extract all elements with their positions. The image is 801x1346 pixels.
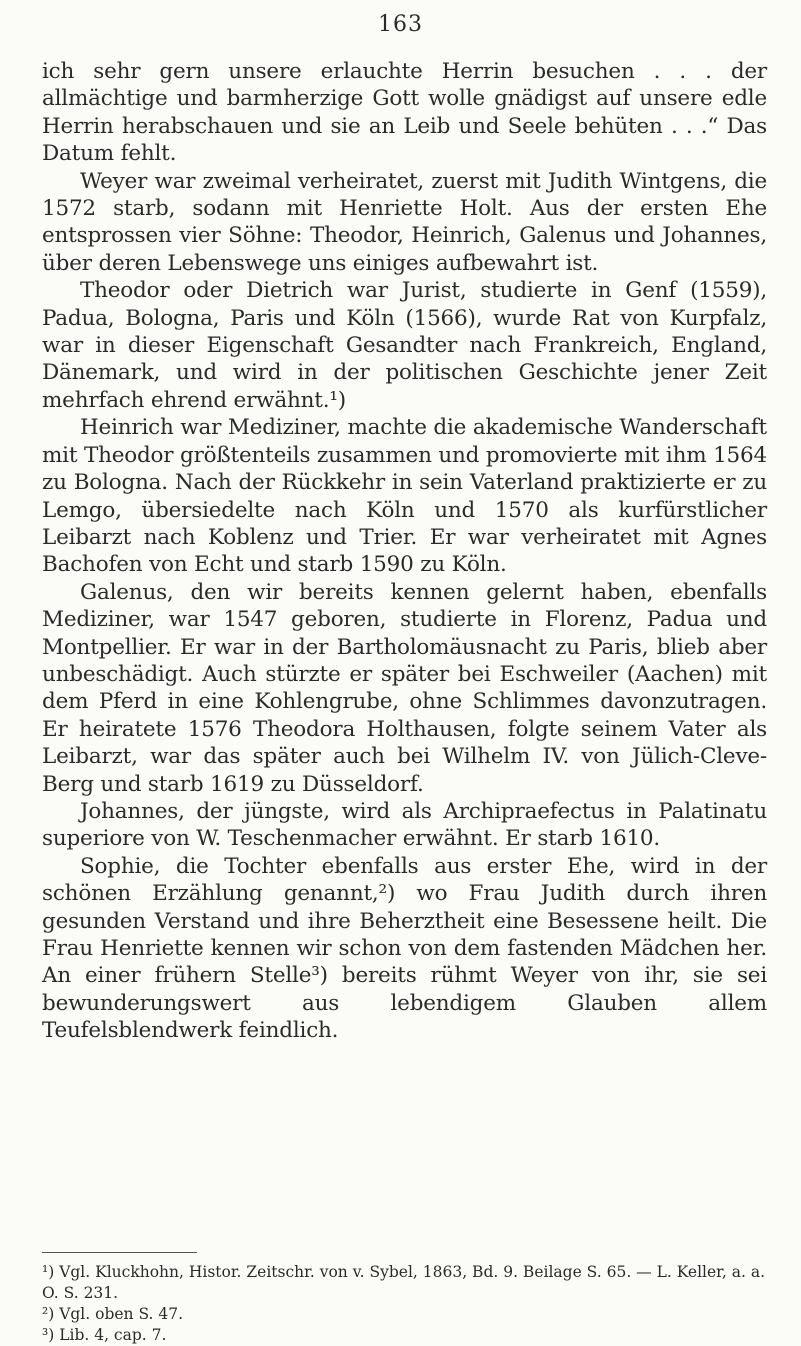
paragraph: Weyer war zweimal verheiratet, zuerst mit Judith Wintgens, die 1572 starb, sodann mit Henriette Holt. Aus der ersten Ehe entsprossen vier Söhne: Theodor, Heinrich, Galenus und Johannes, über deren Lebenswege uns einiges aufbewahrt ist. — [42, 168, 767, 276]
body-text — [42, 58, 767, 1045]
footnote: ²) Vgl. oben S. 47. — [42, 1305, 184, 1323]
footnote: ¹) Vgl. Kluckhohn, Histor. Zeitschr. von v. Sybel, 1863, Bd. 9. Beilage S. 65. — L. Keller, a. a. O. S. 231. — [42, 1263, 765, 1302]
paragraph: Sophie, die Tochter ebenfalls aus erster Ehe, wird in der schönen Erzählung genannt,²) wo Frau Judith durch ihren gesunden Verstand und ihre Beherztheit eine Besessene heilt. Die Frau Henriette kennen wir schon von dem fastenden Mädchen her. An einer frühern Stelle³) bereits rühmt Weyer von ihr, sie sei bewunderungswert aus lebendigem Glauben allem Teufelsblendwerk feindlich. — [42, 853, 767, 1044]
paragraph: Galenus, den wir bereits kennen gelernt haben, ebenfalls Mediziner, war 1547 geboren, studierte in Florenz, Padua und Montpellier. Er war in der Bartholomäusnacht zu Paris, blieb aber unbeschädigt. Auch stürzte er später bei Eschweiler (Aachen) mit dem Pferd in eine Kohlengrube, ohne Schlimmes davonzutragen. Er heiratete 1576 Theodora Holthausen, folgte seinem Vater als Leibarzt, war das später auch bei Wilhelm IV. von Jülich-Cleve-Berg und starb 1619 zu Düsseldorf. — [42, 579, 767, 797]
footnote-divider — [42, 1252, 197, 1253]
page-number: 163 — [378, 12, 423, 37]
footnotes — [42, 1262, 767, 1346]
footnote: ³) Lib. 4, cap. 7. — [42, 1326, 167, 1344]
paragraph: Theodor oder Dietrich war Jurist, studierte in Genf (1559), Padua, Bologna, Paris und Köln (1566), wurde Rat von Kurpfalz, war in dieser Eigenschaft Gesandter nach Frankreich, England, Dänemark, und wird in der politischen Geschichte jener Zeit mehrfach ehrend erwähnt.¹) — [42, 278, 767, 413]
paragraph: Johannes, der jüngste, wird als Archipraefectus in Palatinatu superiore von W. Teschenmacher erwähnt. Er starb 1610. — [42, 798, 767, 852]
paragraph: ich sehr gern unsere erlauchte Herrin besuchen . . . der allmächtige und barmherzige Gott wolle gnädigst auf unsere edle Herrin herabschauen und sie an Leib und Seele behüten . . .“ Das Datum fehlt. — [42, 59, 767, 167]
paragraph: Heinrich war Mediziner, machte die akademische Wanderschaft mit Theodor größtenteils zusammen und promovierte mit ihm 1564 zu Bologna. Nach der Rückkehr in sein Vaterland praktizierte er zu Lemgo, übersiedelte nach Köln und 1570 als kurfürstlicher Leibarzt nach Koblenz und Trier. Er war verheiratet mit Agnes Bachofen von Echt und starb 1590 zu Köln. — [42, 415, 767, 578]
